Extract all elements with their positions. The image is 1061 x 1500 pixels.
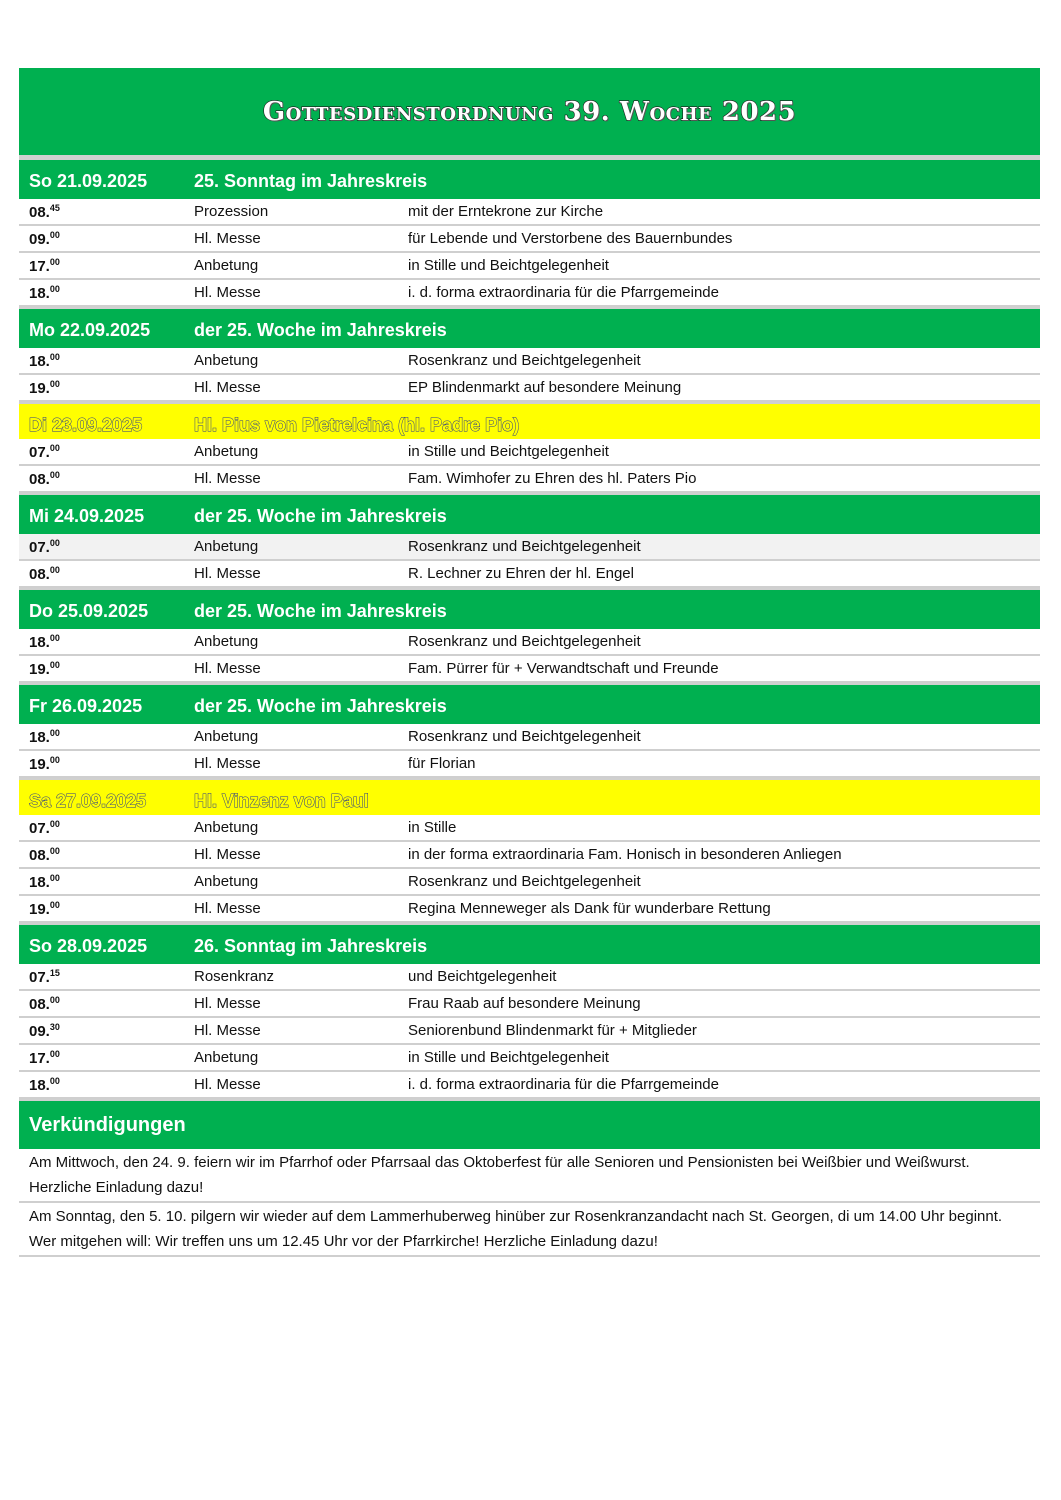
announcements-heading: Verkündigungen: [19, 1099, 1040, 1149]
service-intention: mit der Erntekrone zur Kirche: [408, 203, 604, 220]
service-time: [19, 1049, 194, 1067]
service-row: [19, 253, 1040, 280]
service-type: Prozession: [194, 203, 269, 220]
service-row: [19, 964, 1040, 991]
service-row: [19, 1018, 1040, 1045]
service-intention: für Florian: [408, 755, 476, 772]
service-type: Hl. Messe: [194, 995, 261, 1012]
service-row: [19, 226, 1040, 253]
service-time: [19, 230, 194, 248]
time-hour: 18.: [29, 352, 50, 370]
service-time: [19, 538, 194, 556]
service-intention: für Lebende und Verstorbene des Bauernbundes: [408, 230, 733, 247]
service-intention: Regina Menneweger als Dank für wunderbare Rettung: [408, 900, 771, 917]
service-row: [19, 280, 1040, 307]
service-type: Hl. Messe: [194, 284, 261, 301]
time-minutes: 45: [49, 202, 60, 213]
time-minutes: 00: [49, 845, 60, 856]
time-hour: 18.: [29, 633, 50, 651]
day-header: [19, 923, 1040, 964]
service-row: [19, 199, 1040, 226]
service-row: [19, 842, 1040, 869]
day-header: [19, 493, 1040, 534]
service-type: Anbetung: [194, 443, 259, 460]
service-time: [19, 728, 194, 746]
time-hour: 17.: [29, 257, 50, 275]
service-type: Hl. Messe: [194, 1022, 261, 1039]
service-type: Hl. Messe: [194, 470, 261, 487]
service-intention: Rosenkranz und Beichtgelegenheit: [408, 873, 641, 890]
day-date: Mi 24.09.2025: [29, 506, 145, 526]
service-time: [19, 819, 194, 837]
day-header: [19, 588, 1040, 629]
service-row: [19, 348, 1040, 375]
time-minutes: 00: [49, 351, 60, 362]
service-row: [19, 439, 1040, 466]
day-header: [19, 158, 1040, 199]
service-time: [19, 1076, 194, 1094]
service-time: [19, 257, 194, 275]
service-time: [19, 968, 194, 986]
time-hour: 18.: [29, 284, 50, 302]
time-minutes: 00: [49, 537, 60, 548]
time-hour: 09.: [29, 1022, 50, 1040]
day-header: [19, 402, 1040, 439]
time-minutes: 00: [49, 442, 60, 453]
service-type: Hl. Messe: [194, 846, 261, 863]
service-intention: in Stille und Beichtgelegenheit: [408, 257, 609, 274]
time-hour: 18.: [29, 873, 50, 891]
time-minutes: 00: [49, 632, 60, 643]
service-row: [19, 1045, 1040, 1072]
service-intention: Rosenkranz und Beichtgelegenheit: [408, 633, 641, 650]
time-hour: 07.: [29, 968, 50, 986]
service-intention: Rosenkranz und Beichtgelegenheit: [408, 352, 641, 369]
day-list: [19, 158, 1040, 1099]
service-time: [19, 1022, 194, 1040]
day-header: [19, 683, 1040, 724]
time-hour: 08.: [29, 470, 50, 488]
time-minutes: 00: [49, 659, 60, 670]
service-intention: Fam. Pürrer für + Verwandtschaft und Freunde: [408, 660, 719, 677]
time-hour: 19.: [29, 755, 50, 773]
service-intention: Rosenkranz und Beichtgelegenheit: [408, 728, 641, 745]
service-time: [19, 633, 194, 651]
time-minutes: 00: [49, 564, 60, 575]
service-type: Hl. Messe: [194, 900, 261, 917]
service-type: Anbetung: [194, 352, 259, 369]
day-date: Mo 22.09.2025: [29, 320, 151, 340]
day-title: 25. Sonntag im Jahreskreis: [194, 171, 428, 191]
time-minutes: 00: [49, 229, 60, 240]
service-type: Hl. Messe: [194, 1076, 261, 1093]
time-minutes: 00: [49, 994, 60, 1005]
service-time: [19, 755, 194, 773]
service-row: [19, 724, 1040, 751]
service-intention: Fam. Wimhofer zu Ehren des hl. Paters Pio: [408, 470, 697, 487]
time-minutes: 00: [49, 899, 60, 910]
day-date: Sa 27.09.2025: [29, 791, 147, 811]
announcement-item: Am Mittwoch, den 24. 9. feiern wir im Pfarrhof oder Pfarrsaal das Oktoberfest für alle Senioren und Pensionisten bei Weißbier und Weißwurst. Herzliche Einladung dazu!: [19, 1149, 1040, 1203]
time-hour: 19.: [29, 900, 50, 918]
service-type: Hl. Messe: [194, 379, 261, 396]
time-hour: 08.: [29, 846, 50, 864]
title-band: [19, 68, 1040, 158]
service-type: Hl. Messe: [194, 230, 261, 247]
service-time: [19, 995, 194, 1013]
day-header: [19, 778, 1040, 815]
service-row: [19, 656, 1040, 683]
service-type: Hl. Messe: [194, 755, 261, 772]
time-minutes: 00: [49, 727, 60, 738]
day-title: der 25. Woche im Jahreskreis: [194, 601, 447, 621]
time-hour: 18.: [29, 728, 50, 746]
time-minutes: 00: [49, 872, 60, 883]
day-title: Hl. Pius von Pietrelcina (hl. Padre Pio): [194, 415, 520, 435]
day-date: Di 23.09.2025: [29, 415, 143, 435]
time-minutes: 00: [49, 469, 60, 480]
time-hour: 08.: [29, 565, 50, 583]
day-date: So 28.09.2025: [29, 936, 148, 956]
service-time: [19, 846, 194, 864]
service-type: Anbetung: [194, 819, 259, 836]
day-header: [19, 307, 1040, 348]
service-time: [19, 284, 194, 302]
service-time: [19, 443, 194, 461]
service-intention: R. Lechner zu Ehren der hl. Engel: [408, 565, 634, 582]
day-date: Do 25.09.2025: [29, 601, 149, 621]
service-time: [19, 565, 194, 583]
service-intention: und Beichtgelegenheit: [408, 968, 557, 985]
service-row: [19, 375, 1040, 402]
service-row: [19, 1072, 1040, 1099]
service-type: Hl. Messe: [194, 660, 261, 677]
service-time: [19, 352, 194, 370]
time-minutes: 15: [49, 967, 60, 978]
service-intention: Seniorenbund Blindenmarkt für + Mitglieder: [408, 1022, 697, 1039]
service-row: [19, 561, 1040, 588]
service-row: [19, 751, 1040, 778]
time-hour: 19.: [29, 379, 50, 397]
service-time: [19, 873, 194, 891]
service-row: [19, 815, 1040, 842]
service-intention: in Stille und Beichtgelegenheit: [408, 1049, 609, 1066]
service-type: Hl. Messe: [194, 565, 261, 582]
service-time: [19, 470, 194, 488]
service-type: Anbetung: [194, 728, 259, 745]
time-minutes: 00: [49, 1075, 60, 1086]
service-type: Rosenkranz: [194, 968, 275, 985]
time-hour: 18.: [29, 1076, 50, 1094]
service-intention: in Stille: [408, 819, 457, 836]
service-type: Anbetung: [194, 257, 259, 274]
time-hour: 07.: [29, 538, 50, 556]
time-minutes: 00: [49, 754, 60, 765]
day-title: der 25. Woche im Jahreskreis: [194, 320, 447, 340]
service-time: [19, 379, 194, 397]
time-hour: 08.: [29, 203, 50, 221]
time-minutes: 00: [49, 818, 60, 829]
service-time: [19, 660, 194, 678]
time-minutes: 00: [49, 256, 60, 267]
service-type: Anbetung: [194, 1049, 259, 1066]
service-row: [19, 869, 1040, 896]
day-date: Fr 26.09.2025: [29, 696, 143, 716]
time-hour: 07.: [29, 443, 50, 461]
service-intention: i. d. forma extraordinaria für die Pfarrgemeinde: [408, 1076, 719, 1093]
schedule-sheet: [19, 68, 1040, 1257]
announcement-list: [19, 1149, 1040, 1257]
day-date: So 21.09.2025: [29, 171, 148, 191]
time-hour: 07.: [29, 819, 50, 837]
service-type: Anbetung: [194, 633, 259, 650]
service-intention: in der forma extraordinaria Fam. Honisch in besonderen Anliegen: [408, 846, 842, 863]
service-row: [19, 991, 1040, 1018]
service-type: Anbetung: [194, 538, 259, 555]
time-hour: 09.: [29, 230, 50, 248]
service-row: [19, 629, 1040, 656]
day-title: 26. Sonntag im Jahreskreis: [194, 936, 428, 956]
service-row: [19, 534, 1040, 561]
time-minutes: 00: [49, 378, 60, 389]
service-intention: i. d. forma extraordinaria für die Pfarrgemeinde: [408, 284, 719, 301]
service-time: [19, 900, 194, 918]
announcement-item: Am Sonntag, den 5. 10. pilgern wir wieder auf dem Lammerhuberweg hinüber zur Rosenkranzandacht nach St. Georgen, di um 14.00 Uhr beginnt. Wer mitgehen will: Wir treffen uns um 12.45 Uhr vor der Pfarrkirche! Herzliche Einladung dazu!: [19, 1203, 1040, 1257]
service-row: [19, 466, 1040, 493]
time-hour: 17.: [29, 1049, 50, 1067]
day-title: Hl. Vinzenz von Paul: [194, 791, 369, 811]
service-intention: EP Blindenmarkt auf besondere Meinung: [408, 379, 682, 396]
day-title: der 25. Woche im Jahreskreis: [194, 696, 447, 716]
time-hour: 08.: [29, 995, 50, 1013]
time-minutes: 00: [49, 283, 60, 294]
service-time: [19, 203, 194, 221]
time-hour: 19.: [29, 660, 50, 678]
day-title: der 25. Woche im Jahreskreis: [194, 506, 447, 526]
time-minutes: 30: [49, 1021, 60, 1032]
service-row: [19, 896, 1040, 923]
service-type: Anbetung: [194, 873, 259, 890]
service-intention: Frau Raab auf besondere Meinung: [408, 995, 641, 1012]
time-minutes: 00: [49, 1048, 60, 1059]
page-title: Gottesdienstordnung 39. Woche 2025: [262, 96, 797, 127]
service-intention: Rosenkranz und Beichtgelegenheit: [408, 538, 641, 555]
service-intention: in Stille und Beichtgelegenheit: [408, 443, 609, 460]
